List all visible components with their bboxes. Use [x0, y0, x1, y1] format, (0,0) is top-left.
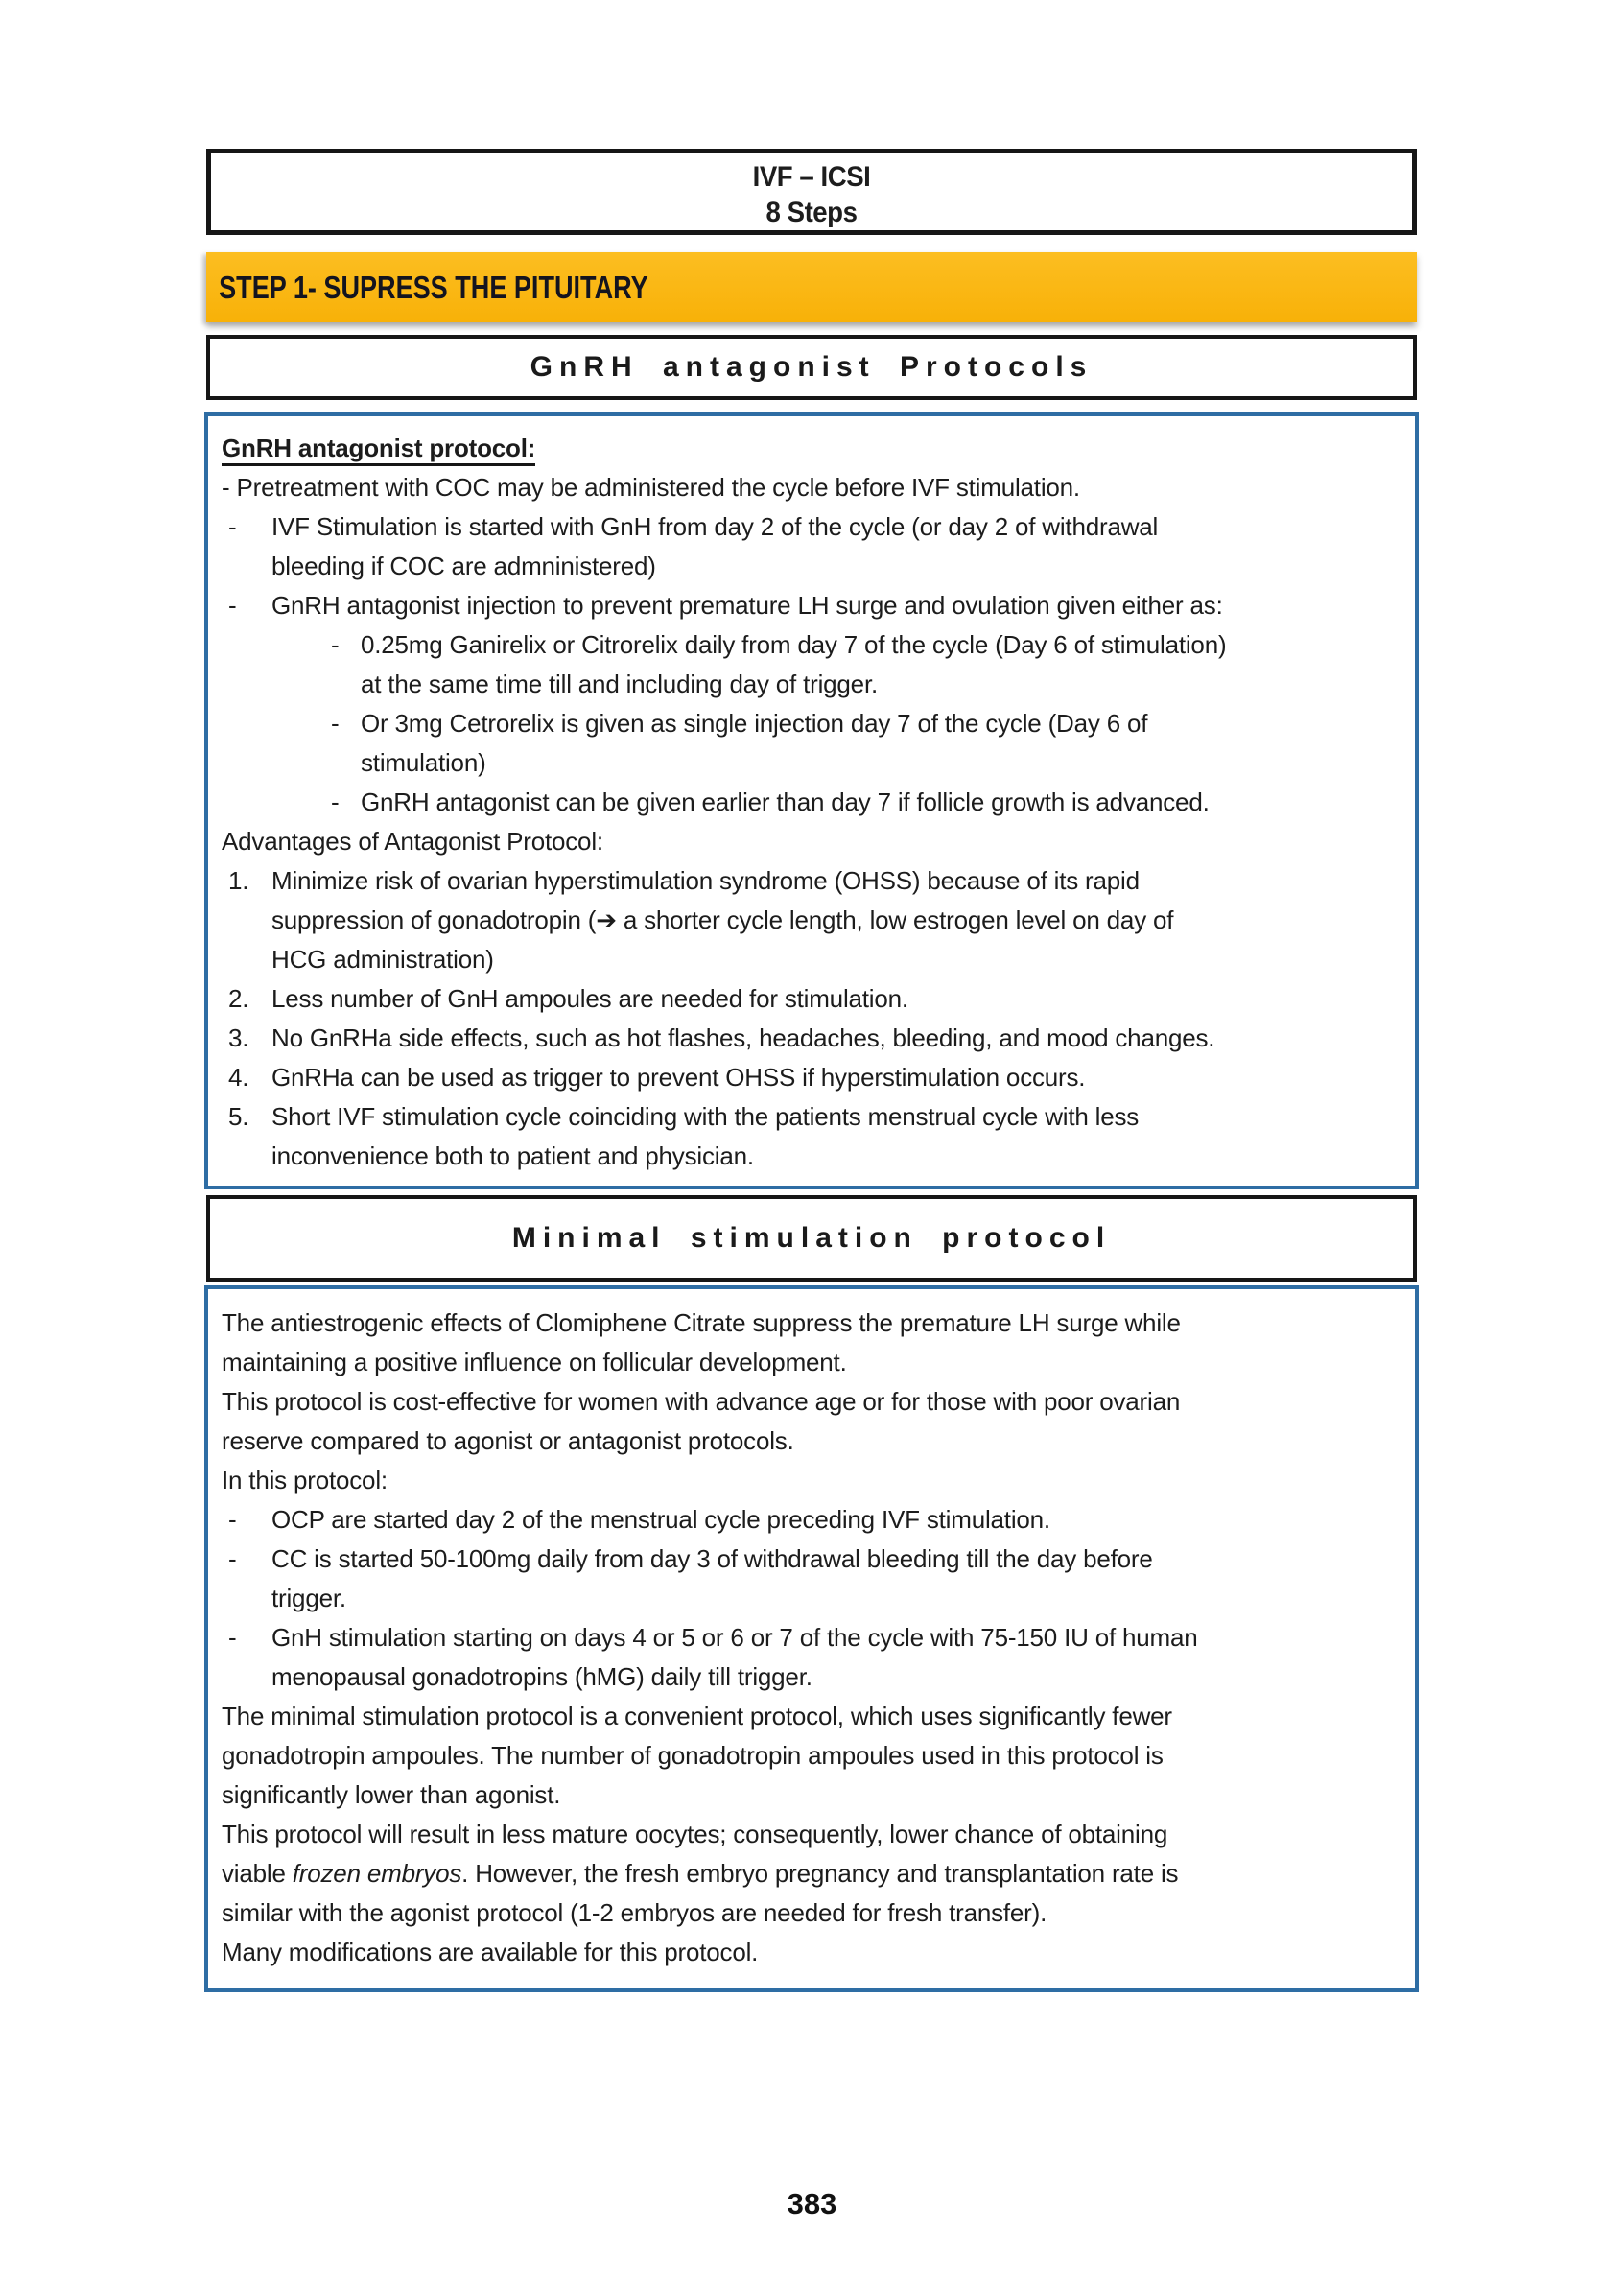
text-line — [208, 1540, 1415, 1579]
text-line — [208, 1058, 1415, 1097]
line-text: This protocol will result in less mature oocytes; consequently, lower chance of obtaining — [222, 1820, 1168, 1848]
step-banner-label: STEP 1- SUPRESS THE PITUITARY — [219, 270, 648, 305]
line-text: . However, the fresh embryo pregnancy and transplantation rate is — [461, 1859, 1179, 1888]
line-text: No GnRHa side effects, such as hot flashes, headaches, bleeding, and mood changes. — [271, 1023, 1215, 1052]
text-line — [208, 1382, 1415, 1422]
bullet-marker: - — [228, 591, 237, 620]
list-number: 2. — [228, 984, 249, 1013]
text-line — [208, 743, 1415, 783]
text-line — [208, 1736, 1415, 1775]
line-text: inconvenience both to patient and physician. — [271, 1141, 754, 1170]
line-text: The antiestrogenic effects of Clomiphene Citrate suppress the premature LH surge while — [222, 1308, 1181, 1337]
line-text: - Pretreatment with COC may be administered the cycle before IVF stimulation. — [222, 473, 1080, 502]
line-text: suppression of gonadotropin (➔ a shorter cycle length, low estrogen level on day of — [271, 905, 1174, 934]
line-text: maintaining a positive influence on follicular development. — [222, 1348, 847, 1376]
text-line — [208, 1815, 1415, 1854]
list-number: 4. — [228, 1063, 249, 1092]
line-text: Or 3mg Cetrorelix is given as single injection day 7 of the cycle (Day 6 of — [361, 709, 1148, 738]
line-text: reserve compared to agonist or antagonist protocols. — [222, 1426, 794, 1455]
italic-phrase: frozen embryos — [292, 1859, 462, 1888]
text-line — [208, 704, 1415, 743]
line-text: menopausal gonadotropins (hMG) daily till trigger. — [271, 1662, 812, 1691]
line-text: Many modifications are available for this protocol. — [222, 1938, 759, 1966]
line-text: gonadotropin ampoules. The number of gonadotropin ampoules used in this protocol is — [222, 1741, 1164, 1770]
line-text: This protocol is cost-effective for women with advance age or for those with poor ovarian — [222, 1387, 1181, 1416]
section-header-minimal — [206, 1195, 1417, 1282]
line-text: Less number of GnH ampoules are needed for stimulation. — [271, 984, 908, 1013]
text-line — [208, 1658, 1415, 1697]
line-text: Advantages of Antagonist Protocol: — [222, 827, 603, 856]
text-line — [208, 1579, 1415, 1618]
line-text: significantly lower than agonist. — [222, 1780, 561, 1809]
text-line — [208, 1775, 1415, 1815]
line-text: GnH stimulation starting on days 4 or 5 or 6 or 7 of the cycle with 75-150 IU of human — [271, 1623, 1198, 1652]
bullet-marker: - — [228, 512, 237, 541]
line-text: bleeding if COC are admninistered) — [271, 552, 656, 580]
line-text: CC is started 50-100mg daily from day 3 of withdrawal bleeding till the day before — [271, 1544, 1153, 1573]
page-number: 383 — [787, 2187, 837, 2221]
text-line — [208, 1854, 1415, 1893]
line-text: stimulation) — [361, 748, 486, 777]
text-line — [208, 586, 1415, 625]
bullet-marker: - — [228, 1544, 237, 1573]
line-text: viable — [222, 1859, 293, 1888]
text-line — [208, 665, 1415, 704]
protocol-box-antagonist — [204, 412, 1419, 1189]
bullet-marker: - — [228, 1505, 237, 1534]
line-text: OCP are started day 2 of the menstrual cycle preceding IVF stimulation. — [271, 1505, 1050, 1534]
step-banner — [206, 252, 1417, 322]
line-text: IVF Stimulation is started with GnH from day 2 of the cycle (or day 2 of withdrawal — [271, 512, 1159, 541]
section-header-label: Minimal stimulation protocol — [511, 1222, 1112, 1254]
line-text: HCG administration) — [271, 945, 494, 974]
text-line — [208, 1019, 1415, 1058]
document-subtitle: 8 Steps — [765, 197, 858, 228]
line-text: GnRH antagonist injection to prevent premature LH surge and ovulation given either as: — [271, 591, 1223, 620]
protocol-box-minimal — [204, 1285, 1419, 1992]
title-box — [206, 149, 1417, 235]
text-line — [208, 979, 1415, 1019]
text-line — [208, 1097, 1415, 1137]
text-line — [208, 901, 1415, 940]
text-line — [208, 1422, 1415, 1461]
text-line — [208, 1933, 1415, 1972]
text-line — [208, 940, 1415, 979]
line-text: GnRHa can be used as trigger to prevent OHSS if hyperstimulation occurs. — [271, 1063, 1086, 1092]
line-text: GnRH antagonist can be given earlier than day 7 if follicle growth is advanced. — [361, 788, 1210, 816]
text-line — [208, 468, 1415, 507]
list-number: 3. — [228, 1023, 249, 1052]
text-line — [208, 507, 1415, 547]
text-line — [208, 783, 1415, 822]
line-text: trigger. — [271, 1584, 346, 1612]
bullet-marker: - — [331, 630, 340, 659]
line-text: The minimal stimulation protocol is a convenient protocol, which uses significantly fewer — [222, 1702, 1172, 1730]
box-heading — [208, 429, 1415, 468]
text-line — [208, 1304, 1415, 1343]
text-line — [208, 1500, 1415, 1540]
line-text: similar with the agonist protocol (1-2 embryos are needed for fresh transfer). — [222, 1898, 1047, 1927]
text-line — [208, 1618, 1415, 1658]
box-heading-text: GnRH antagonist protocol: — [222, 434, 535, 466]
list-number: 1. — [228, 866, 249, 895]
document-title: IVF – ICSI — [752, 161, 871, 193]
text-line — [208, 1697, 1415, 1736]
text-line — [208, 1461, 1415, 1500]
text-line — [208, 1343, 1415, 1382]
bullet-marker: - — [331, 709, 340, 738]
title-box-inner — [211, 153, 1412, 230]
line-text: Short IVF stimulation cycle coinciding with the patients menstrual cycle with less — [271, 1102, 1140, 1131]
text-line — [208, 547, 1415, 586]
bullet-marker: - — [331, 788, 340, 816]
section-header-label: GnRH antagonist Protocols — [530, 351, 1094, 383]
line-text: 0.25mg Ganirelix or Citrorelix daily from day 7 of the cycle (Day 6 of stimulation) — [361, 630, 1227, 659]
bullet-marker: - — [228, 1623, 237, 1652]
text-line — [208, 861, 1415, 901]
text-line — [208, 1893, 1415, 1933]
text-line — [208, 1137, 1415, 1176]
list-number: 5. — [228, 1102, 249, 1131]
section-header-antagonist — [206, 335, 1417, 400]
line-text: Minimize risk of ovarian hyperstimulation syndrome (OHSS) because of its rapid — [271, 866, 1140, 895]
line-text: at the same time till and including day of trigger. — [361, 670, 878, 698]
text-line — [208, 625, 1415, 665]
text-line — [208, 822, 1415, 861]
line-text: In this protocol: — [222, 1466, 388, 1494]
